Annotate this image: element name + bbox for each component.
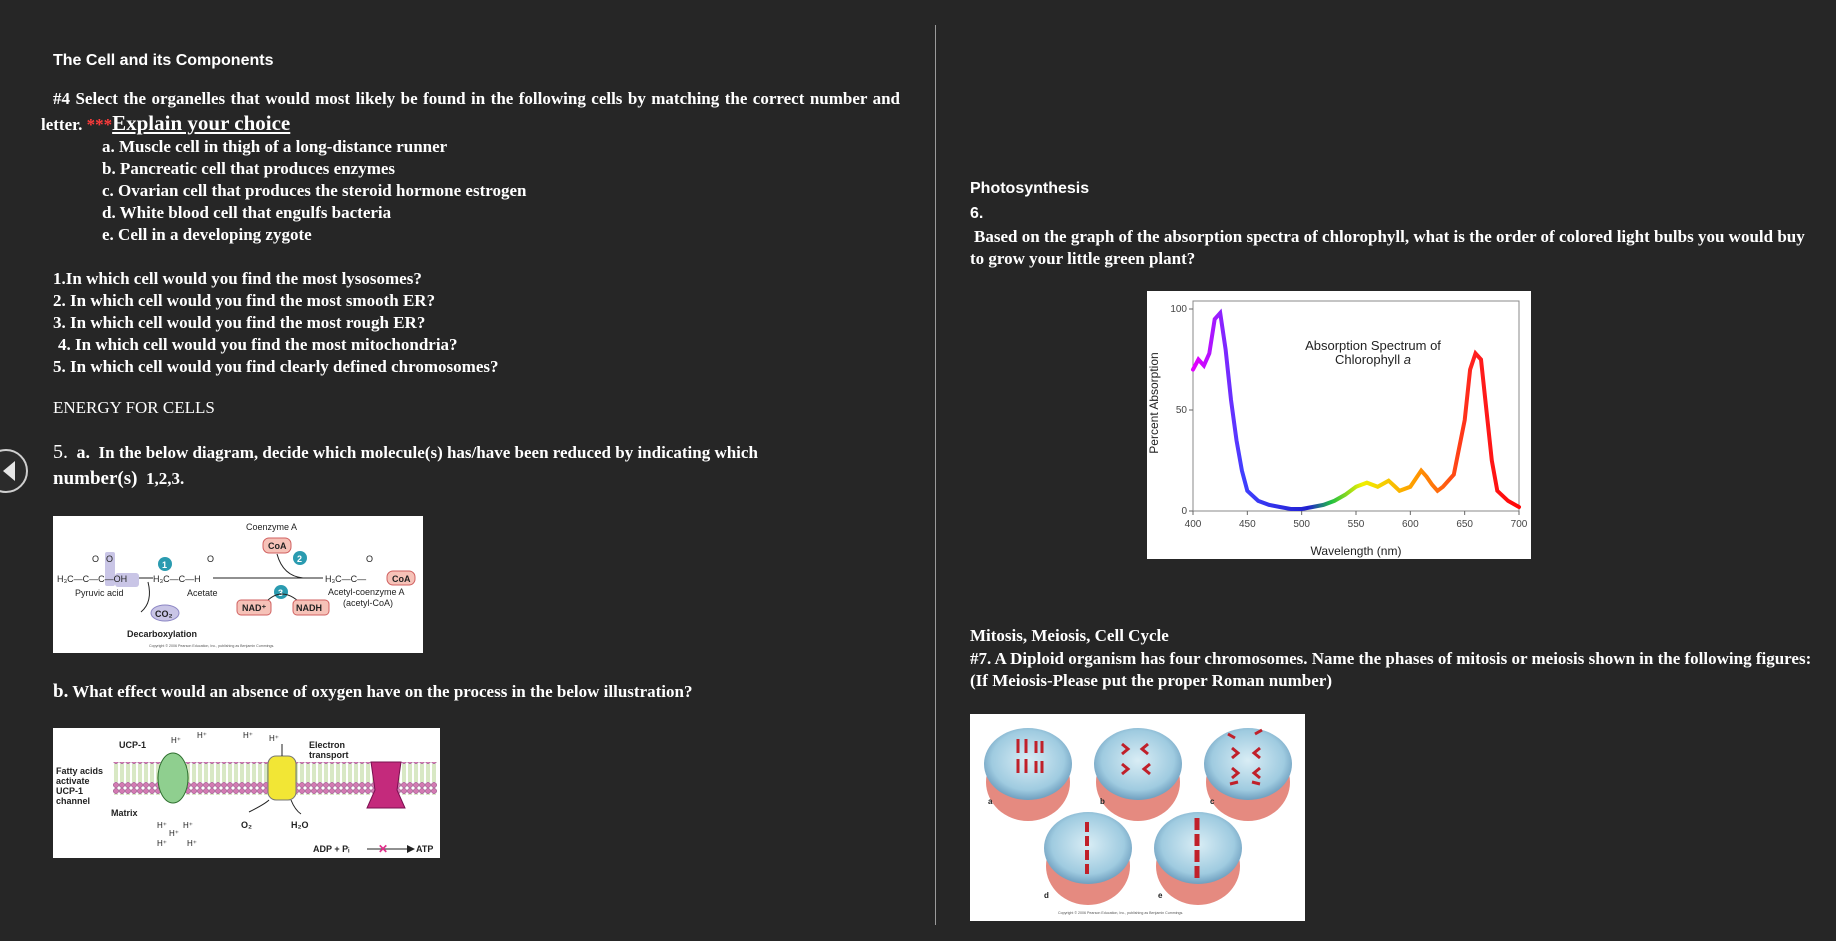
h-ion-9: H⁺	[187, 839, 197, 848]
question-5b-text: What effect would an absence of oxygen have on the process in the below illustration?	[72, 682, 693, 701]
electron-label: Electron	[309, 740, 346, 750]
h-ion-4: H⁺	[269, 734, 279, 743]
fatty-line-1: Fatty acids	[56, 766, 104, 776]
cell-division-figure	[970, 714, 1305, 921]
h-ion-2: H⁺	[197, 731, 207, 740]
atp-label: ATP	[416, 844, 434, 854]
cell-option-d: d. White blood cell that engulfs bacteria	[102, 203, 392, 222]
svg-text:O: O	[92, 554, 100, 564]
svg-text:O: O	[366, 554, 374, 564]
y-axis-label: Percent Absorption	[1147, 352, 1161, 454]
fatty-line-2: activate	[56, 776, 90, 786]
adp-label: ADP + Pᵢ	[313, 844, 350, 854]
coa-label: CoA	[268, 541, 287, 551]
x-tick-label: 600	[1401, 519, 1419, 530]
x-tick-label: 650	[1456, 519, 1474, 530]
decarboxylation-label: Decarboxylation	[127, 629, 198, 639]
nadh-label: NADH	[296, 603, 322, 613]
question-4-text	[41, 86, 900, 137]
h-ion-3: H⁺	[243, 731, 253, 740]
section-heading-cell: The Cell and its Components	[53, 52, 274, 69]
question-5a-text: In the below diagram, decide which molecule(s) has/have been reduced by indicating which	[98, 443, 758, 462]
question-5a-numbers: 1,2,3.	[145, 469, 185, 488]
cell-label-a: a	[988, 797, 993, 806]
acetyl-coa-short-label: (acetyl-CoA)	[343, 598, 394, 608]
step-2: 2	[297, 554, 303, 564]
cell-division-svg	[970, 714, 1305, 921]
previous-slide-button[interactable]	[0, 449, 28, 493]
question-5a-letter: a.	[76, 442, 90, 462]
question-7-text: #7. A Diploid organism has four chromosomes. Name the phases of mitosis or meiosis shown in the following figures: (If Meiosis-Please put the proper Roman number)	[970, 649, 1812, 690]
matrix-label: Matrix	[111, 808, 138, 818]
svg-text:H₃C—C—H: H₃C—C—H	[153, 574, 201, 584]
cell-label-c: c	[1210, 797, 1215, 806]
absorption-chart	[1147, 291, 1531, 559]
energy-heading: ENERGY FOR CELLS	[53, 398, 215, 417]
x-ticks	[1185, 511, 1528, 530]
question-5b	[53, 681, 692, 703]
h-ion-1: H⁺	[171, 736, 181, 745]
plot-frame	[1193, 301, 1519, 511]
co2-label: CO₂	[155, 609, 173, 619]
svg-text:O: O	[207, 554, 215, 564]
svg-text:H₃C—C—: H₃C—C—	[325, 574, 367, 584]
question-6-text: Based on the graph of the absorption spectra of chlorophyll, what is the order of colored light bulbs you would buy to grow your little green plant?	[970, 227, 1805, 268]
cell-label-e: e	[1158, 891, 1163, 900]
svg-text:H₃C—C—C—OH: H₃C—C—C—OH	[57, 574, 128, 584]
question-5b-letter: b.	[53, 681, 69, 702]
electron-transport-complex	[268, 756, 296, 800]
cell-a	[984, 728, 1072, 821]
cell-b	[1094, 728, 1182, 821]
emphasis-stars: ***	[86, 115, 113, 134]
slide-divider	[935, 25, 936, 925]
photosynthesis-heading: Photosynthesis	[970, 180, 1090, 197]
h-ion-5: H⁺	[157, 821, 167, 830]
cell-option-c: c. Ovarian cell that produces the steroid hormone estrogen	[102, 181, 527, 200]
transport-label: transport	[309, 750, 349, 760]
diagram-copyright: Copyright © 2006 Pearson Education, Inc., publishing as Benjamin Cummings.	[149, 644, 275, 648]
h2o-label: H₂O	[291, 820, 309, 830]
y-tick-label: 50	[1175, 405, 1187, 416]
cell-option-e: e. Cell in a developing zygote	[102, 225, 312, 244]
question-5a-numbers-label: number(s)	[53, 468, 138, 489]
cell-e	[1154, 812, 1242, 905]
o2-label: O₂	[241, 820, 252, 830]
svg-text:O: O	[106, 554, 114, 564]
h-ion-8: H⁺	[157, 839, 167, 848]
organelle-question-5: 5. In which cell would you find clearly defined chromosomes?	[53, 357, 499, 376]
chart-title-line2: Chlorophyll a	[1335, 352, 1411, 367]
ucp1-channel	[158, 753, 188, 803]
pyruvate-diagram	[53, 516, 423, 653]
fatty-line-3: UCP-1	[56, 786, 84, 796]
h-ion-7: H⁺	[169, 829, 179, 838]
pyruvic-label: Pyruvic acid	[75, 588, 124, 598]
coenzyme-label: Coenzyme A	[246, 522, 298, 532]
organelle-question-3: 3. In which cell would you find the most rough ER?	[53, 313, 426, 332]
x-tick-label: 450	[1238, 519, 1256, 530]
question-5a	[53, 441, 900, 464]
organelle-questions-list	[53, 268, 498, 378]
question-5-number: 5.	[53, 441, 68, 463]
ucp1-diagram	[53, 728, 440, 858]
pyruvate-diagram-svg	[53, 516, 423, 653]
cell-options-list	[102, 136, 527, 246]
chevron-left-icon	[3, 461, 15, 481]
cell-option-b: b. Pancreatic cell that produces enzymes	[102, 159, 396, 178]
y-tick-label: 0	[1181, 506, 1187, 517]
blocked-x-icon: ✕	[378, 842, 389, 856]
cell-label-b: b	[1100, 797, 1105, 806]
cell-option-a: a. Muscle cell in thigh of a long-distance runner	[102, 137, 448, 156]
step-1: 1	[162, 560, 168, 570]
explain-your-choice: Explain your choice	[112, 111, 291, 135]
ucp1-label: UCP-1	[119, 740, 147, 750]
cell-d	[1044, 812, 1132, 905]
x-tick-label: 700	[1510, 519, 1528, 530]
nad-label: NAD⁺	[242, 603, 267, 613]
h-ion-6: H⁺	[183, 821, 193, 830]
x-tick-label: 500	[1293, 519, 1311, 530]
x-tick-label: 400	[1184, 519, 1202, 530]
organelle-question-1: 1.In which cell would you find the most lysosomes?	[53, 269, 422, 288]
acetyl-coa-label: Acetyl-coenzyme A	[328, 587, 405, 597]
fatty-line-4: channel	[56, 796, 91, 806]
figure-copyright: Copyright © 2006 Pearson Education, Inc., publishing as Benjamin Cummings.	[1058, 911, 1184, 915]
cell-c	[1204, 728, 1292, 821]
ucp1-diagram-svg	[53, 728, 440, 858]
acetate-label: Acetate	[187, 588, 218, 598]
absorption-chart-svg	[1147, 291, 1531, 559]
mitosis-heading: Mitosis, Meiosis, Cell Cycle	[970, 626, 1169, 645]
svg-text:CoA: CoA	[392, 574, 411, 584]
organelle-question-4: 4. In which cell would you find the most mitochondria?	[58, 335, 458, 354]
y-tick-label: 100	[1170, 304, 1187, 315]
question-6-number: 6.	[970, 205, 984, 222]
question-4-prompt: #4 Select the organelles that would most likely be found in the following cells by matching the correct number and letter.	[41, 89, 900, 134]
step-3: 3	[278, 588, 284, 598]
question-5a-line2	[53, 468, 184, 490]
organelle-question-2: 2. In which cell would you find the most smooth ER?	[53, 291, 436, 310]
x-tick-label: 550	[1347, 519, 1365, 530]
cell-label-d: d	[1044, 891, 1049, 900]
x-axis-label: Wavelength (nm)	[1310, 544, 1402, 558]
chart-title-line1: Absorption Spectrum of	[1305, 338, 1441, 353]
y-ticks	[1170, 304, 1193, 517]
